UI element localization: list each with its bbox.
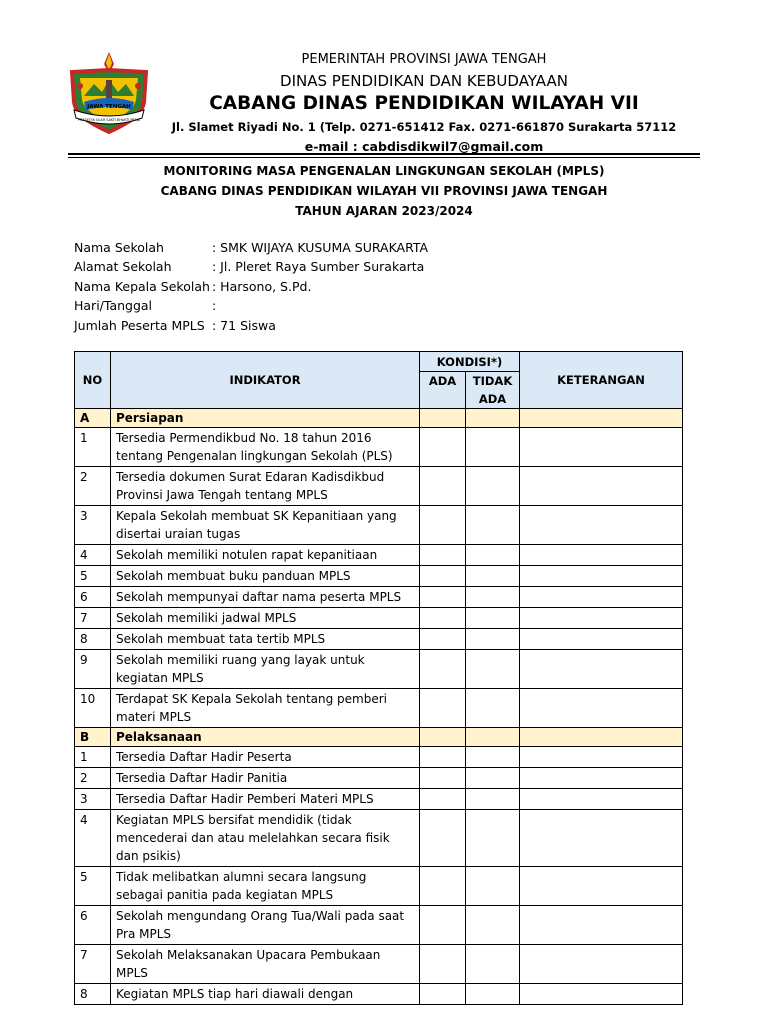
keterangan-cell[interactable] bbox=[520, 428, 683, 467]
tidak-ada-cell[interactable] bbox=[466, 906, 520, 945]
letterhead-divider-thin bbox=[68, 157, 700, 158]
jawa-tengah-crest-icon bbox=[64, 50, 154, 134]
section-blank-ada bbox=[420, 409, 466, 428]
row-number: 3 bbox=[75, 789, 111, 810]
indicator-text: Sekolah memiliki jadwal MPLS bbox=[111, 608, 420, 629]
section-row bbox=[75, 728, 683, 747]
branch-name: CABANG DINAS PENDIDIKAN WILAYAH VII bbox=[209, 92, 639, 114]
indicator-text: Tersedia Permendikbud No. 18 tahun 2016 tentang Pengenalan lingkungan Sekolah (PLS) bbox=[111, 428, 420, 467]
tidak-ada-cell[interactable] bbox=[466, 810, 520, 867]
row-number: 2 bbox=[75, 467, 111, 506]
title-line-2: CABANG DINAS PENDIDIKAN WILAYAH VII PROVINSI JAWA TENGAH bbox=[160, 184, 608, 198]
keterangan-cell[interactable] bbox=[520, 789, 683, 810]
tidak-ada-cell[interactable] bbox=[466, 984, 520, 1005]
header-keterangan: KETERANGAN bbox=[520, 352, 683, 409]
section-blank-ada bbox=[420, 728, 466, 747]
letterhead bbox=[0, 0, 768, 160]
indicator-text: Sekolah mengundang Orang Tua/Wali pada saat Pra MPLS bbox=[111, 906, 420, 945]
row-number: 6 bbox=[75, 587, 111, 608]
ada-cell[interactable] bbox=[420, 587, 466, 608]
row-number: 3 bbox=[75, 506, 111, 545]
agency-name: DINAS PENDIDIKAN DAN KEBUDAYAAN bbox=[280, 71, 568, 90]
table-row bbox=[75, 867, 683, 906]
document-title bbox=[0, 161, 768, 221]
keterangan-cell[interactable] bbox=[520, 945, 683, 984]
indicator-text: Kepala Sekolah membuat SK Kepanitiaan yang disertai uraian tugas bbox=[111, 506, 420, 545]
header-tidak-ada: TIDAK ADA bbox=[466, 372, 520, 409]
indicator-text: Sekolah membuat buku panduan MPLS bbox=[111, 566, 420, 587]
keterangan-cell[interactable] bbox=[520, 747, 683, 768]
ada-cell[interactable] bbox=[420, 768, 466, 789]
section-blank-keterangan bbox=[520, 409, 683, 428]
header-ada: ADA bbox=[420, 372, 466, 409]
table-row bbox=[75, 789, 683, 810]
table-row bbox=[75, 810, 683, 867]
monitoring-table bbox=[74, 351, 683, 1005]
row-number: 10 bbox=[75, 689, 111, 728]
school-info bbox=[74, 238, 428, 335]
row-number: 1 bbox=[75, 747, 111, 768]
row-number: 7 bbox=[75, 608, 111, 629]
table-row bbox=[75, 650, 683, 689]
indicator-text: Tersedia Daftar Hadir Peserta bbox=[111, 747, 420, 768]
keterangan-cell[interactable] bbox=[520, 867, 683, 906]
ada-cell[interactable] bbox=[420, 945, 466, 984]
section-row bbox=[75, 409, 683, 428]
indicator-text: Tidak melibatkan alumni secara langsung sebagai panitia pada kegiatan MPLS bbox=[111, 867, 420, 906]
ada-cell[interactable] bbox=[420, 467, 466, 506]
tidak-ada-cell[interactable] bbox=[466, 428, 520, 467]
office-email: e-mail : cabdisdikwil7@gmail.com bbox=[304, 138, 544, 154]
table-row bbox=[75, 608, 683, 629]
tidak-ada-cell[interactable] bbox=[466, 747, 520, 768]
tidak-ada-cell[interactable] bbox=[466, 650, 520, 689]
indicator-text: Kegiatan MPLS bersifat mendidik (tidak mencederai dan atau melelahkan secara fisik dan psikis) bbox=[111, 810, 420, 867]
keterangan-cell[interactable] bbox=[520, 650, 683, 689]
ada-cell[interactable] bbox=[420, 984, 466, 1005]
ada-cell[interactable] bbox=[420, 428, 466, 467]
tidak-ada-cell[interactable] bbox=[466, 867, 520, 906]
info-label: Hari/Tanggal bbox=[74, 298, 153, 314]
table-row bbox=[75, 545, 683, 566]
indicator-text: Terdapat SK Kepala Sekolah tentang pemberi materi MPLS bbox=[111, 689, 420, 728]
ada-cell[interactable] bbox=[420, 789, 466, 810]
section-code: B bbox=[75, 728, 111, 747]
indicator-text: Kegiatan MPLS tiap hari diawali dengan bbox=[111, 984, 420, 1005]
table-row bbox=[75, 689, 683, 728]
ada-cell[interactable] bbox=[420, 650, 466, 689]
table-body bbox=[75, 409, 683, 1005]
table-row bbox=[75, 506, 683, 545]
info-value: : Jl. Pleret Raya Sumber Surakarta bbox=[212, 259, 425, 275]
ada-cell[interactable] bbox=[420, 906, 466, 945]
letterhead-text bbox=[170, 52, 678, 154]
tidak-ada-cell[interactable] bbox=[466, 789, 520, 810]
keterangan-cell[interactable] bbox=[520, 467, 683, 506]
keterangan-cell[interactable] bbox=[520, 810, 683, 867]
table-row bbox=[75, 566, 683, 587]
row-number: 5 bbox=[75, 867, 111, 906]
keterangan-cell[interactable] bbox=[520, 506, 683, 545]
ada-cell[interactable] bbox=[420, 566, 466, 587]
header-indikator: INDIKATOR bbox=[111, 352, 420, 409]
table-row bbox=[75, 587, 683, 608]
keterangan-cell[interactable] bbox=[520, 566, 683, 587]
indicator-text: Tersedia dokumen Surat Edaran Kadisdikbud Provinsi Jawa Tengah tentang MPLS bbox=[111, 467, 420, 506]
indicator-text: Sekolah Melaksanakan Upacara Pembukaan MPLS bbox=[111, 945, 420, 984]
ada-cell[interactable] bbox=[420, 545, 466, 566]
tidak-ada-cell[interactable] bbox=[466, 467, 520, 506]
office-address: Jl. Slamet Riyadi No. 1 (Telp. 0271-651412 Fax. 0271-661870 Surakarta 57112 bbox=[171, 119, 677, 134]
info-label: Nama Sekolah bbox=[74, 240, 164, 255]
keterangan-cell[interactable] bbox=[520, 545, 683, 566]
table-row bbox=[75, 467, 683, 506]
ada-cell[interactable] bbox=[420, 810, 466, 867]
keterangan-cell[interactable] bbox=[520, 689, 683, 728]
row-number: 4 bbox=[75, 545, 111, 566]
info-row-school-name bbox=[74, 238, 428, 257]
table-row bbox=[75, 428, 683, 467]
section-code: A bbox=[75, 409, 111, 428]
indicator-text: Sekolah memiliki notulen rapat kepanitiaan bbox=[111, 545, 420, 566]
row-number: 8 bbox=[75, 984, 111, 1005]
tidak-ada-cell[interactable] bbox=[466, 506, 520, 545]
ada-cell[interactable] bbox=[420, 506, 466, 545]
indicator-text: Sekolah memiliki ruang yang layak untuk kegiatan MPLS bbox=[111, 650, 420, 689]
info-label: Alamat Sekolah bbox=[74, 259, 172, 275]
section-blank-tidak-ada bbox=[466, 728, 520, 747]
tidak-ada-cell[interactable] bbox=[466, 566, 520, 587]
header-kondisi: KONDISI*) bbox=[420, 352, 520, 372]
row-number: 1 bbox=[75, 428, 111, 467]
keterangan-cell[interactable] bbox=[520, 587, 683, 608]
header-no: NO bbox=[75, 352, 111, 409]
ada-cell[interactable] bbox=[420, 629, 466, 650]
info-value: : SMK WIJAYA KUSUMA SURAKARTA bbox=[212, 240, 429, 255]
info-value: : bbox=[212, 298, 217, 314]
ada-cell[interactable] bbox=[420, 689, 466, 728]
row-number: 7 bbox=[75, 945, 111, 984]
tidak-ada-cell[interactable] bbox=[466, 587, 520, 608]
ada-cell[interactable] bbox=[420, 867, 466, 906]
keterangan-cell[interactable] bbox=[520, 984, 683, 1005]
section-title: Pelaksanaan bbox=[111, 728, 420, 747]
indicator-text: Sekolah mempunyai daftar nama peserta MPLS bbox=[111, 587, 420, 608]
table-row bbox=[75, 945, 683, 984]
table-row bbox=[75, 629, 683, 650]
svg-text:PRASETYA ULAH SAKTI BHAKTI PRA: PRASETYA ULAH SAKTI BHAKTI PRAJA bbox=[77, 118, 141, 122]
row-number: 4 bbox=[75, 810, 111, 867]
info-label: Jumlah Peserta MPLS bbox=[74, 317, 205, 333]
title-line-1: MONITORING MASA PENGENALAN LINGKUNGAN SEKOLAH (MPLS) bbox=[163, 164, 605, 178]
row-number: 8 bbox=[75, 629, 111, 650]
keterangan-cell[interactable] bbox=[520, 906, 683, 945]
row-number: 5 bbox=[75, 566, 111, 587]
svg-text:JAWA TENGAH: JAWA TENGAH bbox=[87, 104, 131, 110]
table-header bbox=[75, 352, 683, 409]
keterangan-cell[interactable] bbox=[520, 768, 683, 789]
tidak-ada-cell[interactable] bbox=[466, 545, 520, 566]
table-row bbox=[75, 768, 683, 789]
info-row-principal bbox=[74, 277, 428, 296]
row-number: 9 bbox=[75, 650, 111, 689]
info-row-address bbox=[74, 257, 428, 276]
section-blank-keterangan bbox=[520, 728, 683, 747]
tidak-ada-cell[interactable] bbox=[466, 629, 520, 650]
indicator-text: Tersedia Daftar Hadir Panitia bbox=[111, 768, 420, 789]
ada-cell[interactable] bbox=[420, 608, 466, 629]
section-blank-tidak-ada bbox=[466, 409, 520, 428]
row-number: 2 bbox=[75, 768, 111, 789]
tidak-ada-cell[interactable] bbox=[466, 608, 520, 629]
title-line-3: TAHUN AJARAN 2023/2024 bbox=[295, 204, 473, 218]
keterangan-cell[interactable] bbox=[520, 629, 683, 650]
tidak-ada-cell[interactable] bbox=[466, 768, 520, 789]
keterangan-cell[interactable] bbox=[520, 608, 683, 629]
info-row-participants bbox=[74, 316, 428, 335]
ada-cell[interactable] bbox=[420, 747, 466, 768]
letterhead-divider-thick bbox=[68, 153, 700, 155]
info-label: Nama Kepala Sekolah bbox=[74, 278, 210, 294]
row-number: 6 bbox=[75, 906, 111, 945]
tidak-ada-cell[interactable] bbox=[466, 689, 520, 728]
table-row bbox=[75, 747, 683, 768]
table-row bbox=[75, 906, 683, 945]
info-value: : Harsono, S.Pd. bbox=[212, 278, 312, 294]
indicator-text: Tersedia Daftar Hadir Pemberi Materi MPLS bbox=[111, 789, 420, 810]
table-row bbox=[75, 984, 683, 1005]
section-title: Persiapan bbox=[111, 409, 420, 428]
info-value: : 71 Siswa bbox=[212, 317, 276, 333]
tidak-ada-cell[interactable] bbox=[466, 945, 520, 984]
indicator-text: Sekolah membuat tata tertib MPLS bbox=[111, 629, 420, 650]
government-name: PEMERINTAH PROVINSI JAWA TENGAH bbox=[301, 52, 547, 67]
info-row-date bbox=[74, 296, 428, 315]
